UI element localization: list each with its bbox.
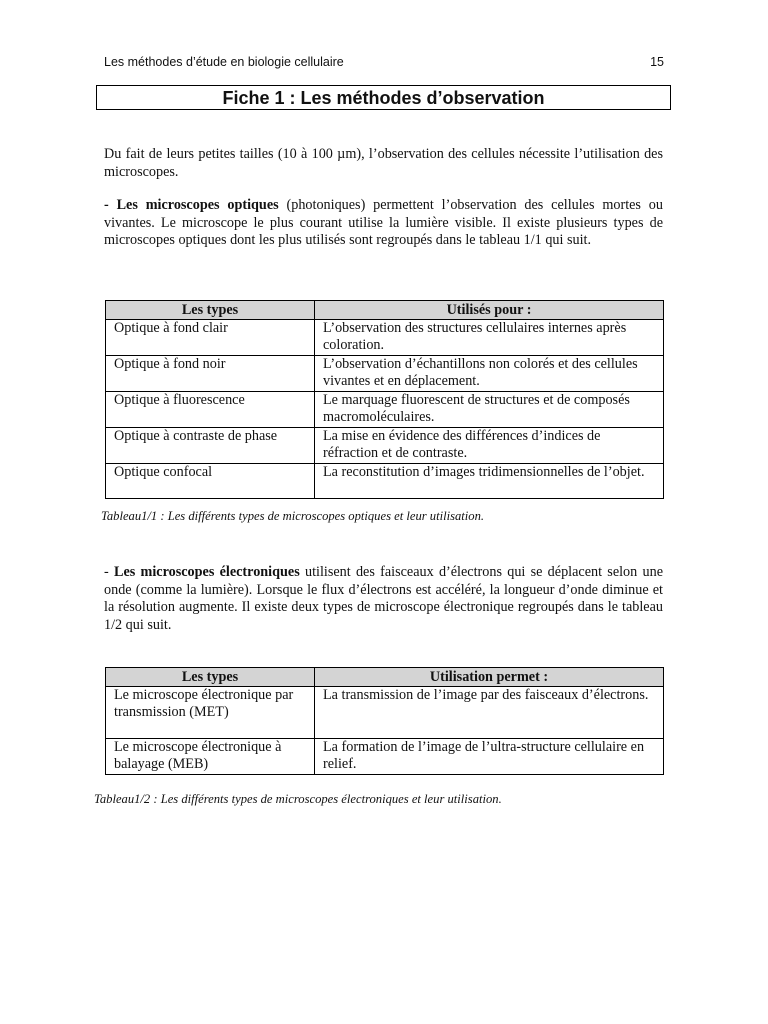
page-number: 15	[650, 55, 664, 69]
table-row	[106, 428, 664, 464]
intro-paragraph: Du fait de leurs petites tailles (10 à 100 µm), l’observation des cellules nécessite l’utilisation des microscopes.	[104, 146, 663, 180]
electronic-paragraph	[104, 564, 663, 634]
page-title: Fiche 1 : Les méthodes d’observation	[96, 85, 671, 110]
table-row	[106, 356, 664, 392]
type-cell: Optique confocal	[106, 464, 315, 499]
type-cell: Optique à fond clair	[106, 320, 315, 356]
usage-cell: La transmission de l’image par des faisceaux d’électrons.	[315, 687, 664, 739]
table-row	[106, 320, 664, 356]
optical-body: (photoniques) permettent l’observation des cellules mortes ou vivantes. Le microscope le plus courant utilise la lumière visible. Il existe plusieurs types de microscopes optiques dont les plus utilisés sont regroupés dans le tableau 1/1 qui suit.	[104, 197, 663, 248]
type-cell: Optique à fond noir	[106, 356, 315, 392]
optical-paragraph	[104, 197, 663, 250]
usage-cell: La formation de l’image de l’ultra-structure cellulaire en relief.	[315, 739, 664, 775]
table-header-row	[106, 668, 664, 687]
electronic-body: utilisent des faisceaux d’électrons qui se déplacent selon une onde (comme la lumière). Lorsque le flux d’électrons est accéléré, la longueur d’onde diminue et la résolution augmente. Il existe deux types de microscope électronique regroupés dans le tableau 1/2 qui suit.	[104, 564, 663, 633]
optical-lead: - Les microscopes optiques	[104, 197, 279, 213]
running-header	[104, 55, 664, 69]
column-header-usage: Utilisation permet :	[315, 668, 664, 687]
use-cell: La reconstitution d’images tridimensionnelles de l’objet.	[315, 464, 664, 499]
optical-microscopes-table	[105, 300, 664, 499]
table1-caption: Tableau1/1 : Les différents types de microscopes optiques et leur utilisation.	[101, 509, 485, 523]
type-cell: Optique à contraste de phase	[106, 428, 315, 464]
electron-microscopes-table	[105, 667, 664, 775]
table-row	[106, 739, 664, 775]
type-cell: Le microscope électronique à balayage (MEB)	[106, 739, 315, 775]
type-cell: Optique à fluorescence	[106, 392, 315, 428]
use-cell: La mise en évidence des différences d’indices de réfraction et de contraste.	[315, 428, 664, 464]
electronic-lead: Les microscopes électroniques	[113, 564, 300, 580]
type-cell: Le microscope électronique par transmission (MET)	[106, 687, 315, 739]
table-row	[106, 464, 664, 499]
column-header-uses: Utilisés pour :	[315, 301, 664, 320]
column-header-types: Les types	[106, 301, 315, 320]
table-row	[106, 392, 664, 428]
electronic-prefix: -	[104, 564, 114, 580]
table2-caption: Tableau1/2 : Les différents types de microscopes électroniques et leur utilisation.	[94, 792, 502, 806]
running-title: Les méthodes d’étude en biologie cellulaire	[104, 55, 344, 69]
use-cell: L’observation des structures cellulaires internes après coloration.	[315, 320, 664, 356]
table-header-row	[106, 301, 664, 320]
use-cell: L’observation d’échantillons non colorés et des cellules vivantes et en déplacement.	[315, 356, 664, 392]
table-row	[106, 687, 664, 739]
column-header-types: Les types	[106, 668, 315, 687]
use-cell: Le marquage fluorescent de structures et de composés macromoléculaires.	[315, 392, 664, 428]
